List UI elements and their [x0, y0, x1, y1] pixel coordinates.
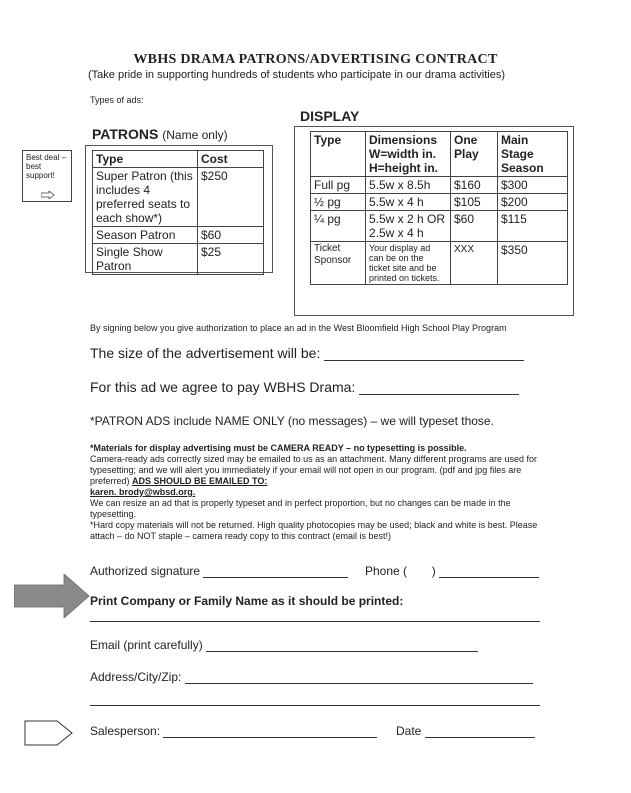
outline-arrow-icon [24, 720, 74, 746]
table-row [93, 168, 264, 227]
table-row [311, 242, 568, 285]
address-field [90, 670, 533, 684]
gray-arrow-icon [14, 574, 90, 618]
size-field [90, 345, 524, 361]
address-input-line-2[interactable] [90, 704, 540, 706]
phone-label: Phone ( [365, 564, 408, 578]
pay-input[interactable] [359, 382, 519, 395]
phone-input[interactable] [439, 565, 539, 578]
patron-type: Single Show Patron [93, 244, 198, 275]
display-table [310, 131, 568, 285]
table-row [93, 227, 264, 244]
display-type: Full pg [311, 177, 366, 194]
date-input[interactable] [425, 725, 535, 738]
document-title: WBHS DRAMA PATRONS/ADVERTISING CONTRACT [133, 52, 498, 67]
display-one-play: $105 [451, 194, 498, 211]
phone-close: ) [431, 564, 436, 578]
display-col-one-play: One Play [451, 132, 498, 177]
patrons-col-cost: Cost [198, 151, 264, 168]
table-row [93, 244, 264, 275]
patron-type: Super Patron (this includes 4 preferred seats to each show*) [93, 168, 198, 227]
display-type: Ticket Sponsor [311, 242, 366, 285]
materials-text-3: *Hard copy materials will not be returned. High quality photocopies may be used; black and white is best. Please attach – do NOT staple – camera ready copy to this contract (email is best!) [90, 520, 538, 541]
display-type: ¼ pg [311, 211, 366, 242]
materials-text-1: Camera-ready ads correctly sized may be emailed to us as an attachment. Many different programs are used for typesetting; and we will alert you immediately if your email will not open in our program. (pdf and jpg files are preferred) [90, 454, 538, 486]
materials-email[interactable]: karen. brody@wbsd.org. [90, 487, 196, 497]
materials-heading: *Materials for display advertising must be CAMERA READY – no typesetting is possible. [90, 443, 467, 453]
salesperson-field [90, 724, 377, 738]
date-label: Date [396, 724, 422, 738]
patron-type: Season Patron [93, 227, 198, 244]
display-one-play: XXX [451, 242, 498, 285]
display-col-season: Main Stage Season [498, 132, 568, 177]
patrons-col-type: Type [93, 151, 198, 168]
display-dimensions: Your display ad can be on the ticket site and be printed on tickets. [366, 242, 451, 285]
salesperson-label: Salesperson: [90, 724, 161, 738]
email-field [90, 638, 478, 652]
patrons-heading-text: PATRONS [92, 126, 159, 142]
patron-cost: $250 [198, 168, 264, 227]
patron-cost: $25 [198, 244, 264, 275]
display-type: ½ pg [311, 194, 366, 211]
materials-section [90, 443, 540, 542]
size-label: The size of the advertisement will be: [90, 345, 321, 361]
size-input[interactable] [324, 348, 524, 361]
display-dimensions: 5.5w x 4 h [366, 194, 451, 211]
salesperson-input[interactable] [163, 725, 377, 738]
display-season: $350 [498, 242, 568, 285]
patron-cost: $60 [198, 227, 264, 244]
display-col-type: Type [311, 132, 366, 177]
table-row [311, 194, 568, 211]
print-name-label: Print Company or Family Name as it should be printed: [90, 594, 404, 608]
email-label: Email (print carefully) [90, 638, 203, 652]
address-label: Address/City/Zip: [90, 670, 182, 684]
display-header-row [311, 132, 568, 177]
best-deal-callout [22, 150, 72, 202]
display-one-play: $160 [451, 177, 498, 194]
signature-field [90, 564, 348, 578]
display-dimensions: 5.5w x 8.5h [366, 177, 451, 194]
phone-field [365, 564, 539, 578]
pay-label: For this ad we agree to pay WBHS Drama: [90, 379, 356, 395]
table-row [311, 177, 568, 194]
materials-email-label: ADS SHOULD BE EMAILED TO: [132, 476, 268, 486]
subtitle: (Take pride in supporting hundreds of students who participate in our drama activities) [88, 69, 506, 81]
best-deal-text: Best deal – best support! [26, 153, 67, 180]
authorization-text: By signing below you give authorization to place an ad in the West Bloomfield High School Play Program [90, 323, 507, 333]
date-field [396, 724, 535, 738]
patrons-table [92, 150, 264, 275]
display-season: $300 [498, 177, 568, 194]
materials-text-2: We can resize an ad that is properly typeset and in perfect proportion, but no changes can be made in the typesetting. [90, 498, 511, 519]
address-input[interactable] [185, 671, 533, 684]
materials-paragraph [90, 454, 540, 487]
display-dimensions: 5.5w x 2 h OR 2.5w x 4 h [366, 211, 451, 242]
display-col-dimensions: Dimensions W=width in. H=height in. [366, 132, 451, 177]
patrons-heading-sub: (Name only) [162, 128, 228, 142]
pay-field [90, 379, 519, 395]
signature-input[interactable] [203, 565, 348, 578]
display-heading: DISPLAY [300, 108, 360, 124]
patron-note: *PATRON ADS include NAME ONLY (no messages) – we will typeset those. [90, 414, 494, 428]
print-name-input[interactable] [90, 620, 540, 622]
table-row [311, 211, 568, 242]
signature-label: Authorized signature [90, 564, 201, 578]
display-season: $115 [498, 211, 568, 242]
types-label: Types of ads: [90, 95, 144, 105]
patrons-header-row [93, 151, 264, 168]
email-input[interactable] [206, 639, 478, 652]
patrons-heading [92, 126, 228, 142]
arrow-right-icon [41, 191, 55, 199]
display-one-play: $60 [451, 211, 498, 242]
display-season: $200 [498, 194, 568, 211]
